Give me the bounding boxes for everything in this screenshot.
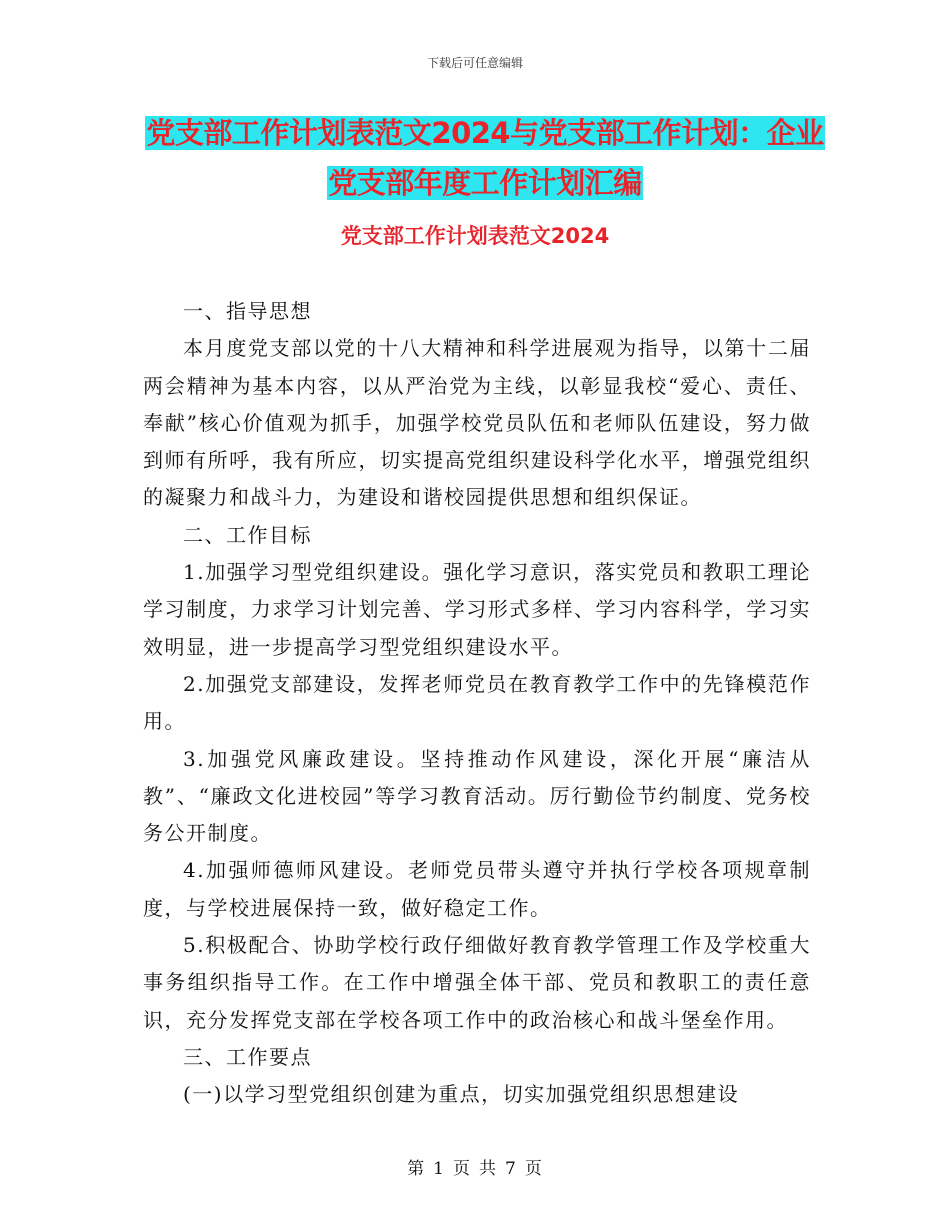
main-title-line-2: 党支部年度工作计划汇编: [328, 166, 642, 200]
work-point-1: (一)以学习型党组织创建为重点，切实加强党组织思想建设: [183, 1082, 740, 1107]
main-title-line-1: 党支部工作计划表范文2024与党支部工作计划：企业: [146, 116, 824, 150]
footer-total-pages: 7: [505, 1159, 517, 1179]
page-number-footer: [0, 1154, 950, 1179]
heading-guiding-ideology: 一、指导思想: [183, 299, 312, 323]
goal-item-2: 2.加强党支部建设，发挥老师党员在教育教学工作中的先锋模范作用。: [143, 671, 811, 734]
section-title: 党支部工作计划表范文2024: [340, 224, 610, 248]
goal-item-3: 3.加强党风廉政建设。坚持推动作风建设，深化开展“廉洁从教”、“廉政文化进校园”等学习教育活动。厉行勤俭节约制度、党务校务公开制度。: [143, 746, 811, 846]
paragraph-guiding-ideology: 本月度党支部以党的十八大精神和科学进展观为指导，以第十二届两会精神为基本内容，以从严治党为主线，以彰显我校“爱心、责任、奉献”核心价值观为抓手，加强学校党员队伍和老师队伍建设，努力做到师有所呼，我有所应，切实提高党组织建设科学化水平，增强党组织的凝聚力和战斗力，为建设和谐校园提供思想和组织保证。: [143, 336, 811, 510]
goal-item-4: 4.加强师德师风建设。老师党员带头遵守并执行学校各项规章制度，与学校进展保持一致，做好稳定工作。: [143, 858, 811, 920]
footer-label-unit-2: 页: [524, 1159, 543, 1179]
footer-label-page: 第: [407, 1159, 426, 1179]
heading-work-points: 三、工作要点: [183, 1044, 312, 1069]
main-title: [140, 108, 830, 208]
header-note: 下载后可任意编辑: [426, 56, 523, 70]
footer-label-unit: 页: [453, 1159, 471, 1179]
footer-label-total: 共: [479, 1159, 497, 1179]
footer-current-page: 1: [433, 1159, 445, 1179]
heading-work-goals: 二、工作目标: [183, 522, 312, 547]
goal-item-5: 5.积极配合、协助学校行政仔细做好教育教学管理工作及学校重大事务组织指导工作。在工作中增强全体干部、党员和教职工的责任意识，充分发挥党支部在学校各项工作中的政治核心和战斗堡垒作用。: [143, 933, 811, 1032]
goal-item-1: 1.加强学习型党组织建设。强化学习意识，落实党员和教职工理论学习制度，力求学习计划完善、学习形式多样、学习内容科学，学习实效明显，进一步提高学习型党组织建设水平。: [143, 560, 811, 659]
document-body: [143, 293, 811, 1114]
